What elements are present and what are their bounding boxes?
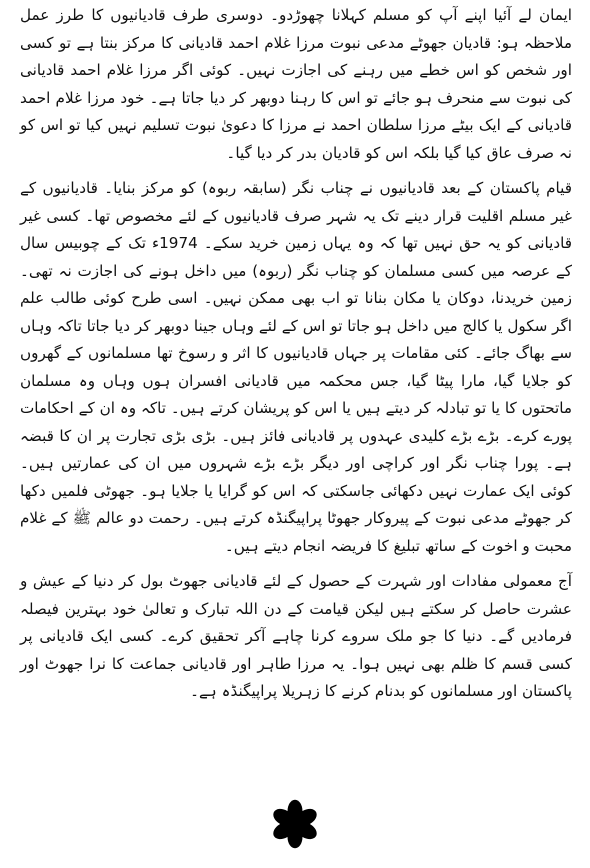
flower-ornament-icon — [267, 796, 323, 852]
paragraph-3: آج معمولی مفادات اور شہرت کے حصول کے لئے قادیانی جھوٹ بول کر دنیا کے عیش و عشرت حاصل کر سکتے ہیں لیکن قیامت کے دن اللہ تبارک و تعالیٰ خود بہترین فیصلہ فرمادیں گے۔ دنیا کا جو ملک سروے کرنا چاہے آکر تحقیق کرے۔ کسی ایک قادیانی پر کسی قسم کا ظلم بھی نہیں ہوا۔ یہ مرزا طاہر اور قادیانی جماعت کا نرا جھوٹ اور پاکستان اور مسلمانوں کو بدنام کرنے کا زہریلا پراپیگنڈہ ہے۔ — [20, 572, 572, 700]
paragraph-1: ایمان لے آئیا اپنے آپ کو مسلم کہلانا چھوڑدو۔ دوسری طرف قادیانیوں کا طرز عمل ملاحظہ ہو: قادیان جھوٹے مدعی نبوت مرزا غلام احمد قادیانی کا مرکز بنتا ہے تو کسی اور شخص کو اس خطے میں رہنے کی اجازت نہیں۔ کوئی اگر مرزا غلام احمد قادیانی کی نبوت سے منحرف ہو جائے تو اس کا رہنا دوبھر کر دیا جاتا ہے۔ خود مرزا غلام احمد قادیانی کے ایک بیٹے مرزا سلطان احمد نے مرزا کا دعویٰ نبوت تسلیم نہیں کیا تو اس کو نہ صرف عاق کیا گیا بلکہ اس کو قادیان بدر کر دیا گیا۔ — [20, 6, 572, 162]
paragraph-2: قیام پاکستان کے بعد قادیانیوں نے چناب نگر (سابقہ ربوہ) کو مرکز بنایا۔ قادیانیوں کے غیر مسلم اقلیت قرار دینے تک یہ شہر صرف قادیانیوں کے لئے مخصوص تھا۔ کسی غیر قادیانی کو یہ حق نہیں تھا کہ وہ یہاں زمین خرید سکے۔ 1974ء تک کے چوبیس سال کے عرصہ میں کسی مسلمان کو چناب نگر (ربوہ) میں داخل ہونے کی اجازت نہ تھی۔ زمین خریدنا، دوکان یا مکان بنانا تو اب بھی ممکن نہیں۔ اسی طرح کوئی طالب علم اگر سکول یا کالج میں داخل ہو جاتا تو اس کے لئے وہاں جینا دوبھر کر دیا جاتا تاکہ وہاں سے بھاگ جائے۔ کئی مقامات پر جہاں قادیانیوں کا اثر و رسوخ تھا مسلمانوں کے گھروں کو جلایا گیا، مارا پیٹا گیا، جس محکمہ میں قادیانی افسران ہوں وہاں وہ مسلمان ماتحتوں کا یا تو تبادلہ کر دیتے ہیں یا اس کو پریشان کرتے ہیں۔ تاکہ وہ ان کے احکامات پورے کرے۔ بڑے بڑے کلیدی عہدوں پر قادیانی فائز ہیں۔ بڑی بڑی تجارت پر ان کا قبضہ ہے۔ پورا چناب نگر اور کراچی اور دیگر بڑے بڑے شہروں میں ان کی عمارتیں ہیں۔ کوئی ایک عمارت نہیں دکھائی جاسکتی کہ اس کو گرایا یا جلایا ہو۔ جھوٹی فلمیں دکھا کر جھوٹے مدعی نبوت کے پیروکار جھوٹا پراپیگنڈہ کرتے ہیں۔ رحمت دو عالم ﷺ کے غلام محبت و اخوت کے ساتھ تبلیغ کا فریضہ انجام دیتے ہیں۔ — [20, 179, 572, 555]
body-text — [20, 2, 572, 706]
